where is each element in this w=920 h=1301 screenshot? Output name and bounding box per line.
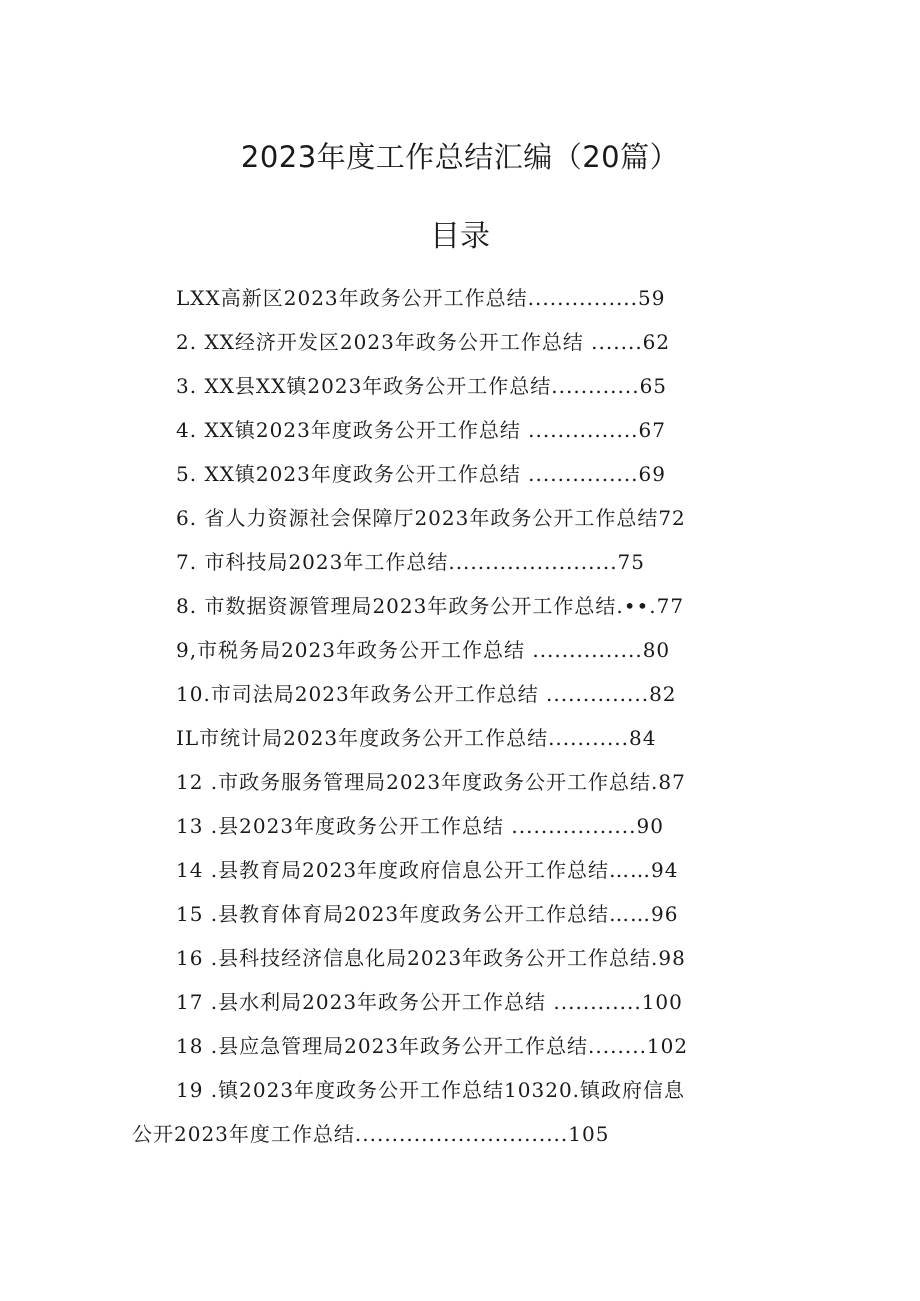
toc-entry-3[interactable]: 3. XX县XX镇2023年政务公开工作总结............65 xyxy=(176,374,668,398)
toc-entry-6[interactable]: 6. 省人力资源社会保障厅2023年政务公开工作总结72 xyxy=(176,506,686,530)
toc-entry-19[interactable]: 19 .镇2023年度政务公开工作总结10320.镇政府信息 xyxy=(176,1078,686,1102)
toc-entry-18[interactable]: 18 .县应急管理局2023年政务公开工作总结........102 xyxy=(176,1034,689,1058)
toc-entry-11[interactable]: IL市统计局2023年度政务公开工作总结...........84 xyxy=(176,726,657,750)
toc-entry-1[interactable]: LXX高新区2023年政务公开工作总结...............59 xyxy=(176,286,666,310)
toc-entry-15[interactable]: 15 .县教育体育局2023年度政务公开工作总结……96 xyxy=(176,902,679,926)
toc-entry-17[interactable]: 17 .县水利局2023年政务公开工作总结 ............100 xyxy=(176,990,683,1014)
toc-entry-16[interactable]: 16 .县科技经济信息化局2023年政务公开工作总结.98 xyxy=(176,946,686,970)
toc-entry-9[interactable]: 9,市税务局2023年政务公开工作总结 ...............80 xyxy=(176,638,671,662)
toc-entry-2[interactable]: 2. XX经济开发区2023年政务公开工作总结 .......62 xyxy=(176,330,671,354)
toc-entry-14[interactable]: 14 .县教育局2023年度政府信息公开工作总结……94 xyxy=(176,858,679,882)
toc-entry-13[interactable]: 13 .县2023年度政务公开工作总结 .................90 xyxy=(176,814,664,838)
toc-entry-8[interactable]: 8. 市数据资源管理局2023年政务公开工作总结.••.77 xyxy=(176,594,685,618)
toc-entry-20[interactable]: 公开2023年度工作总结.............................105 xyxy=(132,1122,610,1146)
toc-entry-12[interactable]: 12 .市政务服务管理局2023年度政务公开工作总结.87 xyxy=(176,770,686,794)
toc-entry-4[interactable]: 4. XX镇2023年度政务公开工作总结 ...............67 xyxy=(176,418,666,442)
toc-heading: 目录 xyxy=(430,219,490,254)
toc-entry-10[interactable]: 10.市司法局2023年政务公开工作总结 ..............82 xyxy=(176,682,677,706)
document-title: 2023年度工作总结汇编（20篇） xyxy=(240,140,680,174)
toc-entry-5[interactable]: 5. XX镇2023年度政务公开工作总结 ...............69 xyxy=(176,462,666,486)
toc-entry-7[interactable]: 7. 市科技局2023年工作总结.......................75 xyxy=(176,550,646,574)
